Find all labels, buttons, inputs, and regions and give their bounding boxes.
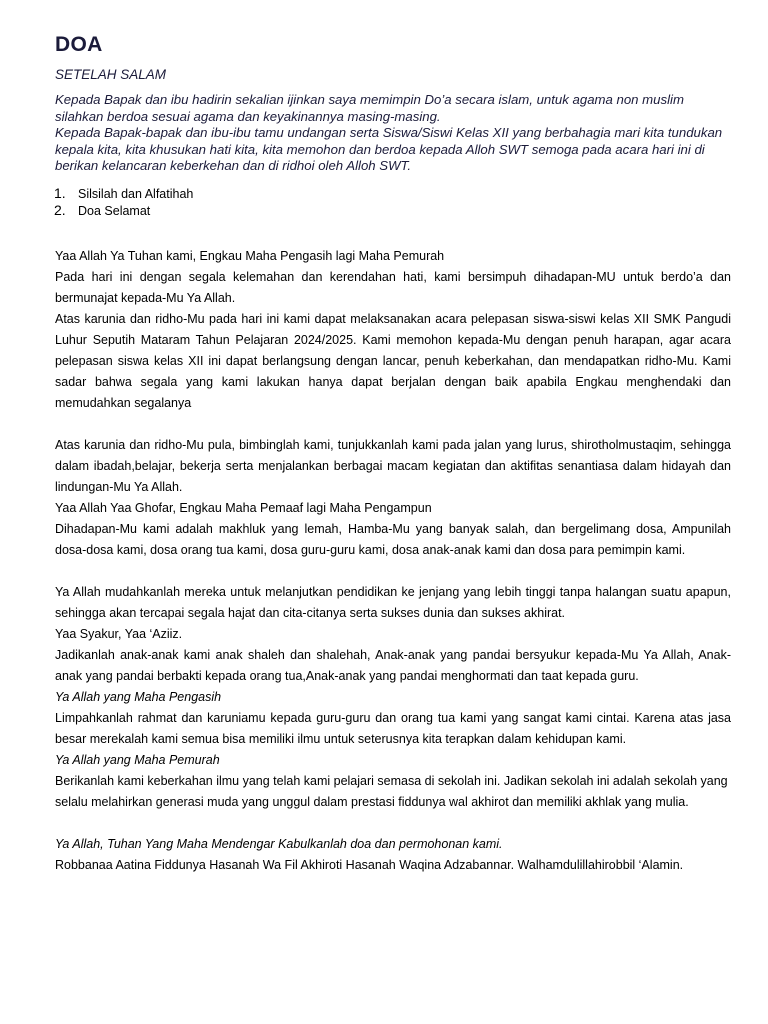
prayer-paragraph: Pada hari ini dengan segala kelemahan dan kerendahan hati, kami bersimpuh dihadapan-MU untuk berdo’a dan bermunajat kepada-Mu Ya Allah. — [55, 270, 731, 305]
prayer-body — [55, 246, 731, 876]
prayer-heading: Ya Allah yang Maha Pengasih — [55, 690, 222, 704]
prayer-closing: Ya Allah, Tuhan Yang Maha Mendengar Kabulkanlah doa dan permohonan kami. — [55, 837, 503, 851]
paragraph-spacer — [55, 561, 731, 582]
list-item-label: Silsilah dan Alfatihah — [78, 187, 194, 201]
prayer-paragraph: Yaa Syakur, Yaa ‘Aziiz. — [55, 627, 183, 641]
list-item — [55, 202, 193, 219]
list-item-label: Doa Selamat — [78, 203, 151, 218]
paragraph-spacer — [55, 414, 731, 435]
prayer-paragraph: Jadikanlah anak-anak kami anak shaleh dan shalehah, Anak-anak yang pandai bersyukur kepada-Mu Ya Allah, Anak-anak yang pandai berbakti kepada orang tua,Anak-anak yang pandai menghormati dan taat kepada guru. — [55, 648, 731, 683]
prayer-paragraph: Yaa Allah Ya Tuhan kami, Engkau Maha Pengasih lagi Maha Pemurah — [55, 249, 445, 263]
intro-block — [55, 92, 731, 175]
prayer-closing-text: Robbanaa Aatina Fiddunya Hasanah Wa Fil Akhiroti Hasanah Waqina Adzabannar. Walhamdulillahirobbil ‘Alamin. — [55, 858, 684, 872]
prayer-paragraph: Atas karunia dan ridho-Mu pada hari ini kami dapat melaksanakan acara pelepasan siswa-siswi kelas XII SMK Pangudi Luhur Seputih Mataram Tahun Pelajaran 2024/2025. Kami memohon kepada-Mu dengan penuh harapan, agar acara pelepasan siswa kelas XII ini dapat berlangsung dengan lancar, penuh keberkahan, dan mendapatkan ridho-Mu. Kami sadar bahwa segala yang kami lakukan hanya dapat berjalan dengan baik apabila Engkau menghendaki dan memudahkan segalanya — [55, 312, 731, 410]
prayer-paragraph: Dihadapan-Mu kami adalah makhluk yang lemah, Hamba-Mu yang banyak salah, dan bergelimang dosa, Ampunilah dosa-dosa kami, dosa orang tua kami, dosa guru-guru kami, dosa anak-anak kami dan dosa para pemimpin kami. — [55, 522, 731, 557]
paragraph-spacer — [55, 813, 731, 834]
document-subtitle: SETELAH SALAM — [55, 67, 167, 82]
list-item-number: 1. — [54, 185, 66, 201]
prayer-paragraph: Yaa Allah Yaa Ghofar, Engkau Maha Pemaaf lagi Maha Pengampun — [55, 501, 432, 515]
prayer-heading: Ya Allah yang Maha Pemurah — [55, 753, 220, 767]
intro-paragraph-1: Kepada Bapak dan ibu hadirin sekalian ijinkan saya memimpin Do’a secara islam, untuk agama non muslim silahkan berdoa sesuai agama dan keyakinannya masing-masing. — [55, 92, 684, 124]
prayer-paragraph: Atas karunia dan ridho-Mu pula, bimbinglah kami, tunjukkanlah kami pada jalan yang lurus, shirotholmustaqim, sehingga dalam ibadah,belajar, bekerja serta menjalankan berbagai macam kegiatan dan aktifitas senantiasa dalam hidayah dan lindungan-Mu Ya Allah. — [55, 438, 731, 494]
prayer-paragraph: Ya Allah mudahkanlah mereka untuk melanjutkan pendidikan ke jenjang yang lebih tinggi tanpa halangan suatu apapun, sehingga akan tercapai segala hajat dan cita-citanya serta sukses dunia dan sukses akhirat. — [55, 585, 731, 620]
intro-paragraph-2: Kepada Bapak-bapak dan ibu-ibu tamu undangan serta Siswa/Siswi Kelas XII yang berbahagia mari kita tundukan kepala kita, kita khusukan hati kita, kita memohon dan berdoa kepada Alloh SWT semoga pada acara hari ini di berikan kelancaran keberkehan dan di ridhoi oleh Alloh SWT. — [55, 125, 723, 173]
prayer-steps-list — [55, 185, 193, 218]
list-item-number: 2. — [54, 201, 66, 218]
document-title: DOA — [55, 33, 103, 56]
prayer-paragraph: Limpahkanlah rahmat dan karuniamu kepada guru-guru dan orang tua kami yang sangat kami cintai. Karena atas jasa besar merekalah kami semua bisa memiliki ilmu untuk seterusnya kita terapkan dalam kehidupan kami. — [55, 711, 731, 746]
prayer-paragraph: Berikanlah kami keberkahan ilmu yang telah kami pelajari semasa di sekolah ini. Jadikan sekolah ini adalah sekolah yang selalu melahirkan generasi muda yang unggul dalam prestasi fiddunya wal akhirot dan memiliki akhlak yang mulia. — [55, 774, 728, 809]
list-item — [55, 185, 193, 202]
